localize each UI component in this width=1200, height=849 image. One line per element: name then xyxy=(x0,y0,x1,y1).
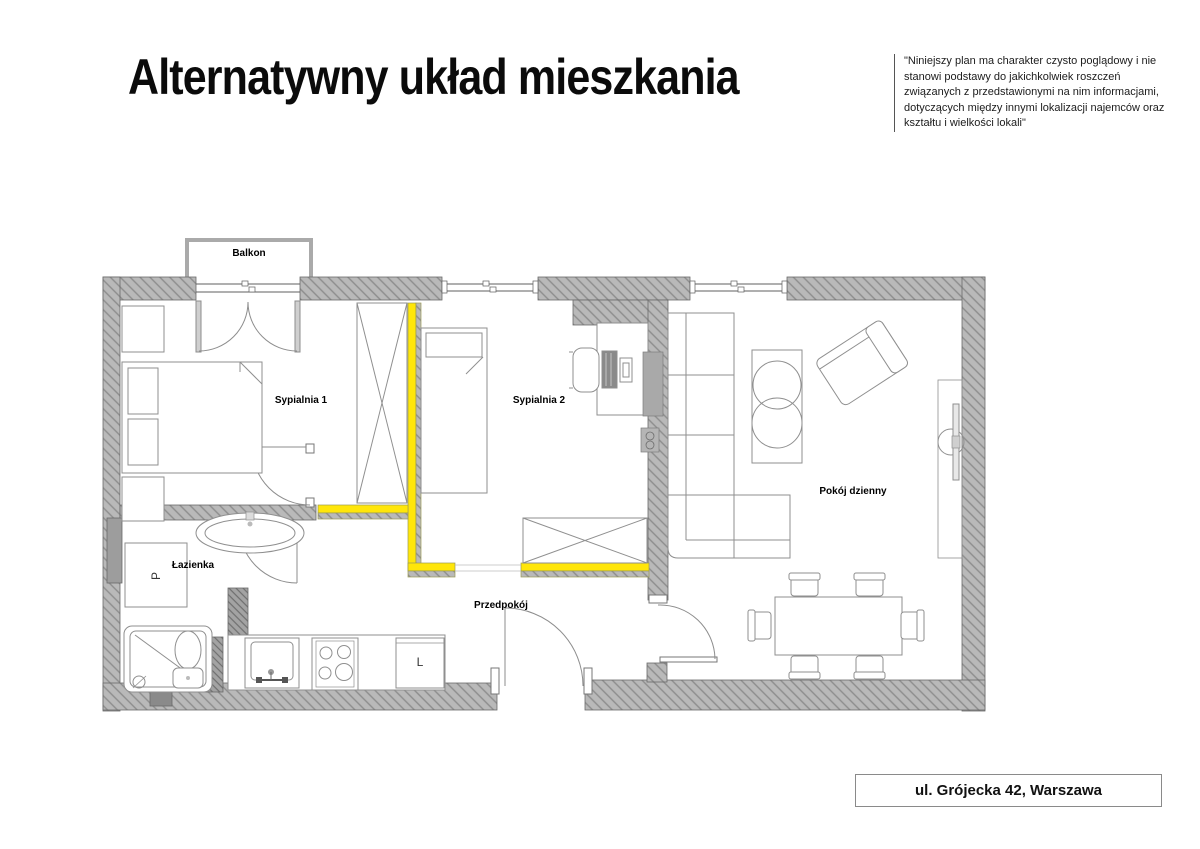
armchair xyxy=(815,319,910,407)
stove xyxy=(312,638,358,690)
livingroom-furniture xyxy=(668,313,964,679)
tap xyxy=(246,512,254,520)
room-label-bedroom1: Sypialnia 1 xyxy=(274,395,328,406)
address-box: ul. Grójecka 42, Warszawa xyxy=(855,774,1162,807)
fridge-letter: L xyxy=(416,655,424,669)
pillow xyxy=(128,368,158,414)
chair-back xyxy=(789,573,820,580)
kitchen xyxy=(228,635,445,690)
room-label-bathroom: Łazienka xyxy=(171,560,215,571)
page-title: Alternatywny układ mieszkania xyxy=(128,49,739,105)
chair-back xyxy=(854,672,885,679)
bedroom2-furniture xyxy=(421,323,648,563)
desk-chair xyxy=(573,348,599,392)
disclaimer-note: "Niniejszy plan ma charakter czysto poglądowy i nie stanowi podstawy do jakichkolwiek roszczeń związanych z przedstawionymi na nim informacjami, dotyczących między innymi lokalizacji najemców oraz kształtu i wielkości lokali" xyxy=(894,54,1176,132)
nightstand xyxy=(122,477,164,521)
room-label-bedroom2: Sypialnia 2 xyxy=(512,395,566,406)
room-label-hallway: Przedpokój xyxy=(474,600,528,611)
balcony-outline xyxy=(187,240,311,281)
chair-back xyxy=(789,672,820,679)
dining-table xyxy=(775,597,902,655)
chair-back xyxy=(854,573,885,580)
chair-back xyxy=(917,610,924,641)
pillow xyxy=(128,419,158,465)
bedroom1-furniture xyxy=(122,303,407,521)
side-table xyxy=(752,350,802,463)
washer-letter: P xyxy=(149,571,163,581)
chair-back xyxy=(748,610,755,641)
windows xyxy=(196,281,787,293)
nightstand xyxy=(122,306,164,352)
monitor-stand xyxy=(623,363,629,377)
room-label-balcony: Balkon xyxy=(232,248,266,259)
keyboard xyxy=(602,351,617,388)
room-label-living-room: Pokój dzienny xyxy=(819,486,887,497)
toilet-bowl xyxy=(175,631,201,669)
pillow xyxy=(426,333,482,357)
